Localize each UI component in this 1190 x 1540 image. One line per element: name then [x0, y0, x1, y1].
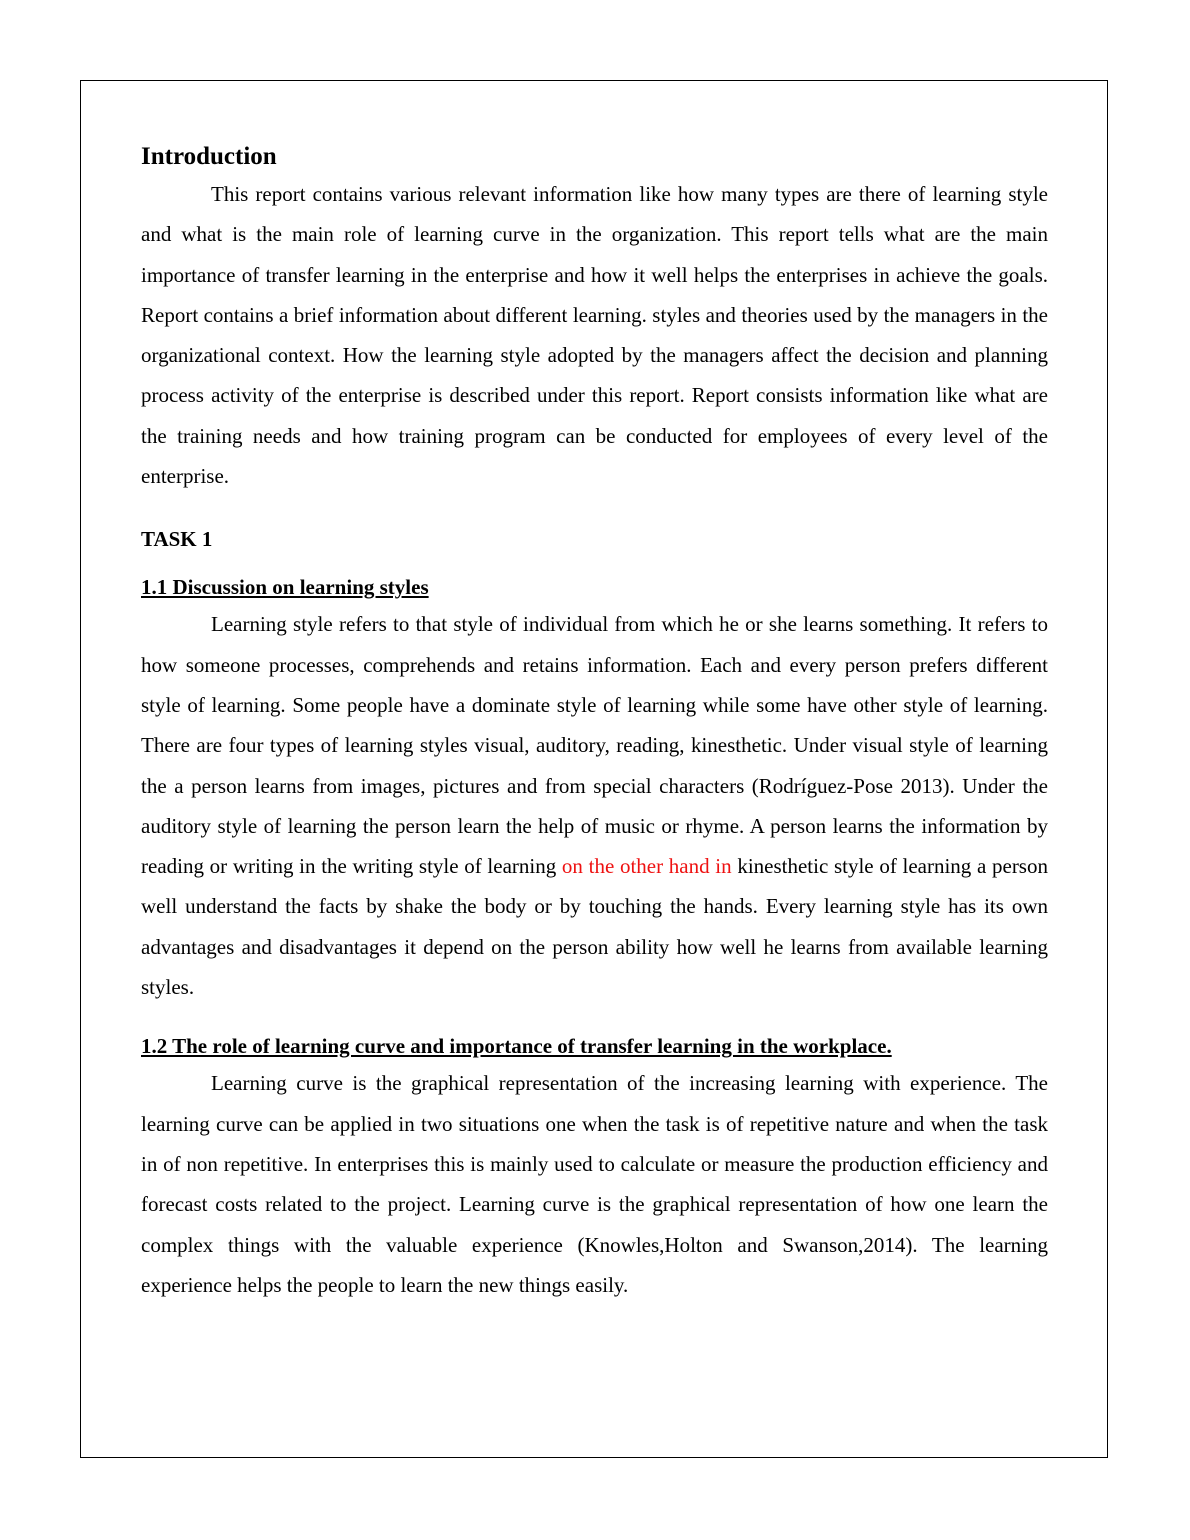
section-1-1-heading [141, 572, 1048, 602]
section-1-2-paragraph: Learning curve is the graphical representation of the increasing learning with experience. The learning curve can be applied in two situations one when the task is of repetitive nature and when the task in of non repetitive. In enterprises this is mainly used to calculate or measure the production efficiency and forecast costs related to the project. Learning curve is the graphical representation of how one learn the complex things with the valuable experience (Knowles,Holton and Swanson,2014). The learning experience helps the people to learn the new things easily. [141, 1071, 1048, 1297]
section-1-1-text-part-1: Learning style refers to that style of individual from which he or she learns something. It refers to how someone processes, comprehends and retains information. Each and every person prefers different style of learning. Some people have a dominate style of learning while some have other style of learning. There are four types of learning styles visual, auditory, reading, kinesthetic. Under visual style of learning the a person learns from images, pictures and from special characters (Rodríguez-Pose 2013). Under the auditory style of learning the person learn the help of music or rhyme. A person learns the information by reading or writing in the writing style of learning [141, 612, 1048, 879]
task-1-heading: TASK 1 [141, 527, 213, 552]
section-1-2-heading-text: 1.2 The role of learning curve and importance of transfer learning in the workplace. [141, 1034, 892, 1059]
highlighted-red-text: on the other hand in [561, 854, 738, 879]
section-1-1-heading-text: 1.1 Discussion on learning styles [141, 575, 429, 600]
section-1-1-text-part-2: kinesthetic style of learning a person well understand the facts by shake the body or by touching the hands. Every learning style has its own advantages and disadvantages it depend on the person ability how well he learns from available learning styles. [141, 854, 1048, 1000]
section-1-2-heading [141, 1031, 1048, 1061]
introduction-paragraph: This report contains various relevant information like how many types are there of learning style and what is the main role of learning curve in the organization. This report tells what are the main importance of transfer learning in the enterprise and how it well helps the enterprises in achieve the goals. Report contains a brief information about different learning. styles and theories used by the managers in the organizational context. How the learning style adopted by the managers affect the decision and planning process activity of the enterprise is described under this report. Report consists information like what are the training needs and how training program can be conducted for employees of every level of the enterprise. [141, 182, 1048, 489]
introduction-heading: Introduction [141, 143, 277, 170]
section-1-1-paragraph [141, 604, 1048, 1007]
document-body [141, 140, 1048, 1305]
